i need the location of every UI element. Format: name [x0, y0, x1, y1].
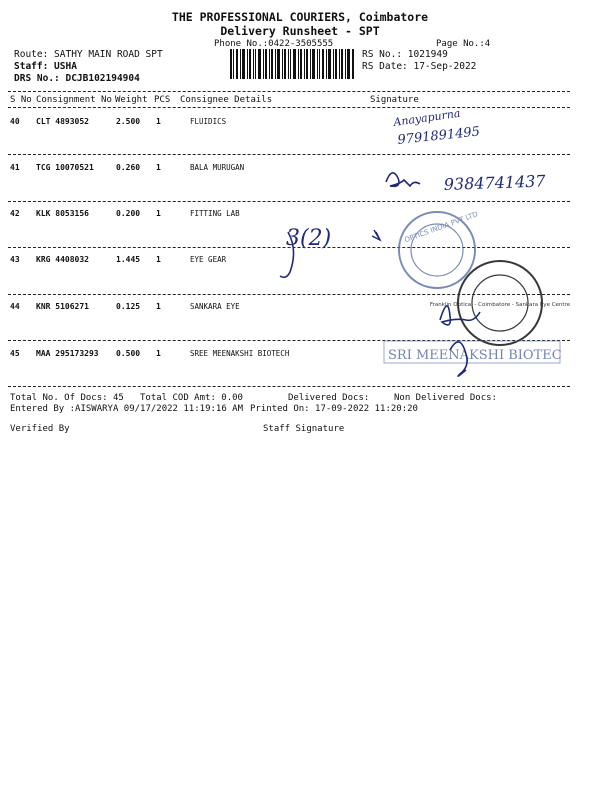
- handwritten-phone: 9791891495: [396, 124, 481, 148]
- row-sno: 42: [10, 209, 20, 218]
- row-consignment: KRG 4408032: [36, 255, 89, 264]
- stamp-text: Franklin Optical - Coimbatore - Sankara Eye Centre: [429, 302, 571, 308]
- row-weight: 0.500: [116, 349, 141, 358]
- row-consignee: SREE MEENAKSHI BIOTECH: [190, 349, 290, 358]
- row-sno: 44: [10, 302, 20, 311]
- verified-by: Verified By: [10, 424, 70, 434]
- doc-title: Delivery Runsheet - SPT: [220, 24, 380, 38]
- row-consignment: CLT 4893052: [36, 117, 89, 126]
- row-consignment: TCG 10070521: [36, 163, 94, 172]
- col-consignee: Consignee Details: [180, 95, 273, 105]
- total-cod: Total COD Amt: 0.00: [140, 393, 243, 403]
- col-sno: S No: [10, 95, 32, 105]
- row-pcs: 1: [156, 163, 161, 172]
- row-sno: 41: [10, 163, 20, 172]
- col-signature: Signature: [370, 95, 419, 105]
- row-weight: 0.125: [116, 302, 141, 311]
- col-pcs: PCS: [154, 95, 171, 105]
- non-delivered-docs: Non Delivered Docs:: [394, 393, 497, 403]
- row-consignee: FITTING LAB: [190, 209, 240, 218]
- stamp-text: OPTICS INDIA PVT LTD: [403, 210, 479, 245]
- row-pcs: 1: [156, 349, 161, 358]
- phone-number: Phone No.:0422-3505555: [214, 39, 334, 49]
- staff-label: Staff: USHA: [14, 61, 77, 72]
- row-consignment: MAA 295173293: [36, 349, 99, 358]
- arrow-mark: [372, 230, 380, 240]
- page-number: Page No.:4: [436, 39, 491, 49]
- row-pcs: 1: [156, 209, 161, 218]
- row-sno: 40: [10, 117, 20, 126]
- row-consignee: FLUIDICS: [190, 117, 227, 126]
- signature-scribble: [386, 173, 420, 186]
- row-consignment: KLK 8053156: [36, 209, 89, 218]
- printed-on: Printed On: 17-09-2022 11:20:20: [250, 404, 418, 414]
- signature-text: Anayapurna: [392, 106, 462, 129]
- row-consignment: KNR 5106271: [36, 302, 89, 311]
- row-weight: 1.445: [116, 255, 141, 264]
- row-consignee: SANKARA EYE: [190, 302, 240, 311]
- entered-by: Entered By :AISWARYA 09/17/2022 11:19:16 AM: [10, 404, 243, 414]
- row-pcs: 1: [156, 302, 161, 311]
- rs-number: RS No.: 1021949: [362, 49, 448, 60]
- row-sno: 45: [10, 349, 20, 358]
- sankara-stamp: [430, 261, 571, 345]
- row-pcs: 1: [156, 255, 161, 264]
- biotec-stamp: SRI MEENAKSHI BIOTEC: [388, 348, 562, 363]
- staff-signature: Staff Signature: [263, 424, 345, 434]
- row-consignee: BALA MURUGAN: [190, 163, 245, 172]
- route-label: Route: SATHY MAIN ROAD SPT: [14, 49, 163, 60]
- row-weight: 0.260: [116, 163, 141, 172]
- handwritten-mark: 3(2): [286, 226, 332, 251]
- row-weight: 0.200: [116, 209, 141, 218]
- delivered-docs: Delivered Docs:: [288, 393, 370, 403]
- total-docs: Total No. Of Docs: 45: [10, 393, 124, 403]
- col-consignment: Consignment No: [36, 95, 112, 105]
- rs-date: RS Date: 17-Sep-2022: [362, 61, 477, 72]
- row-sno: 43: [10, 255, 20, 264]
- row-pcs: 1: [156, 117, 161, 126]
- company-title: THE PROFESSIONAL COURIERS, Coimbatore: [171, 10, 429, 24]
- drs-number: DRS No.: DCJB102194904: [14, 73, 140, 84]
- row-weight: 2.500: [116, 117, 141, 126]
- col-weight: Weight: [115, 95, 148, 105]
- handwritten-phone: 9384741437: [443, 171, 546, 194]
- row-consignee: EYE GEAR: [190, 255, 227, 264]
